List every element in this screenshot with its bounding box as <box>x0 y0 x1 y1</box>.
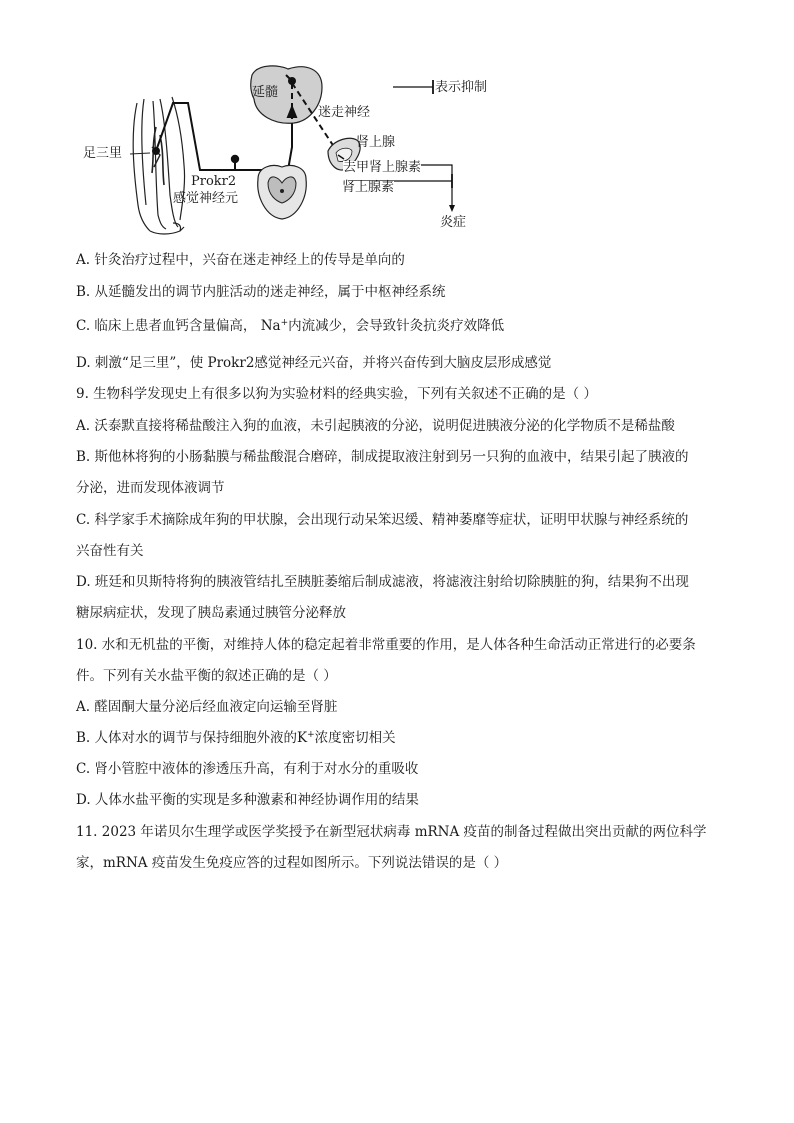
medulla-label: 延髓 <box>252 85 279 100</box>
q8-option-a: A. 针灸治疗过程中，兴奋在迷走神经上的传导是单向的 <box>76 252 405 268</box>
q9-option-a: A. 沃泰默直接将稀盐酸注入狗的血液，未引起胰液的分泌，说明促进胰液分泌的化学物质不是稀盐酸 <box>76 418 675 434</box>
zusanli-label: 足三里 <box>83 146 123 161</box>
spinal-cord-drawing <box>258 166 307 220</box>
q10-option-a: A. 醛固酮大量分泌后经血液定向运输至肾脏 <box>76 699 338 715</box>
q10-option-d: D. 人体水盐平衡的实现是多种激素和神经协调作用的结果 <box>76 792 419 808</box>
noradrenaline-label: 去甲肾上腺素 <box>343 160 422 175</box>
q10-stem-line2: 件。下列有关水盐平衡的叙述正确的是（ ） <box>76 668 337 684</box>
q10-option-c: C. 肾小管腔中液体的渗透压升高，有利于对水分的重吸收 <box>76 761 419 777</box>
potassium-symbol: K <box>297 730 308 746</box>
inflammation-label: 炎症 <box>440 215 467 230</box>
potassium-charge: + <box>307 730 315 740</box>
legend-inhibit-symbol <box>393 80 433 94</box>
prokr2-label: Prokr2 <box>191 174 237 189</box>
q10-stem-line1: 10. 水和无机盐的平衡，对维持人体的稳定起着非常重要的作用，是人体各种生命活动正常进行的必要条 <box>76 637 696 653</box>
q8-option-d: D. 刺激“足三里”，使 Prokr2感觉神经元兴奋，并将兴奋传到大脑皮层形成感觉 <box>76 355 552 371</box>
adrenal-gland-label: 肾上腺 <box>356 135 396 150</box>
q8-option-c-post: 内流减少，会导致针灸抗炎疗效降低 <box>288 318 505 334</box>
vagus-nerve-label: 迷走神经 <box>318 105 371 120</box>
q9-option-d-line1: D. 班廷和贝斯特将狗的胰液管结扎至胰脏萎缩后制成滤液，将滤液注射给切除胰脏的狗，结果狗不出现 <box>76 574 689 590</box>
q10-option-b-pre: B. 人体对水的调节与保持细胞外液的 <box>76 730 298 746</box>
q11-stem-line2: 家，mRNA 疫苗发生免疫应答的过程如图所示。下列说法错误的是（ ） <box>76 855 508 871</box>
q9-option-d-line2: 糖尿病症状，发现了胰岛素通过胰管分泌释放 <box>76 605 346 621</box>
q10-option-b-post: 浓度密切相关 <box>314 730 396 746</box>
q9-option-c-line1: C. 科学家手术摘除成年狗的甲状腺，会出现行动呆笨迟缓、精神萎靡等症状，证明甲状腺与神经系统的 <box>76 512 689 528</box>
sensory-neuron-label: 感觉神经元 <box>173 191 239 206</box>
q9-option-b-line1: B. 斯他林将狗的小肠黏膜与稀盐酸混合磨碎，制成提取液注射到另一只狗的血液中，结果引起了胰液的 <box>76 449 689 465</box>
acupuncture-pathway-figure <box>60 55 520 240</box>
q8-option-c-pre: C. 临床上患者血钙含量偏高， <box>76 318 257 334</box>
sodium-charge: + <box>280 318 289 328</box>
adrenaline-label: 肾上腺素 <box>342 180 395 195</box>
leg-drawing <box>133 97 184 234</box>
acupoint-marker <box>130 147 160 155</box>
q9-option-b-line2: 分泌，进而发现体液调节 <box>76 480 225 496</box>
q9-stem: 9. 生物科学发现史上有很多以狗为实验材料的经典实验，下列有关叙述不正确的是（ ） <box>76 386 597 402</box>
q9-option-c-line2: 兴奋性有关 <box>76 543 144 559</box>
sodium-ion <box>256 318 288 334</box>
q11-stem-line1: 11. 2023 年诺贝尔生理学或医学奖授予在新型冠状病毒 mRNA 疫苗的制备过程做出突出贡献的两位科学 <box>76 824 707 840</box>
sodium-symbol: Na <box>260 318 281 334</box>
q8-option-b: B. 从延髓发出的调节内脏活动的迷走神经，属于中枢神经系统 <box>76 284 446 300</box>
q10-option-b <box>76 732 396 746</box>
legend-inhibit-label: 表示抑制 <box>435 80 488 95</box>
q8-option-c <box>76 320 504 334</box>
